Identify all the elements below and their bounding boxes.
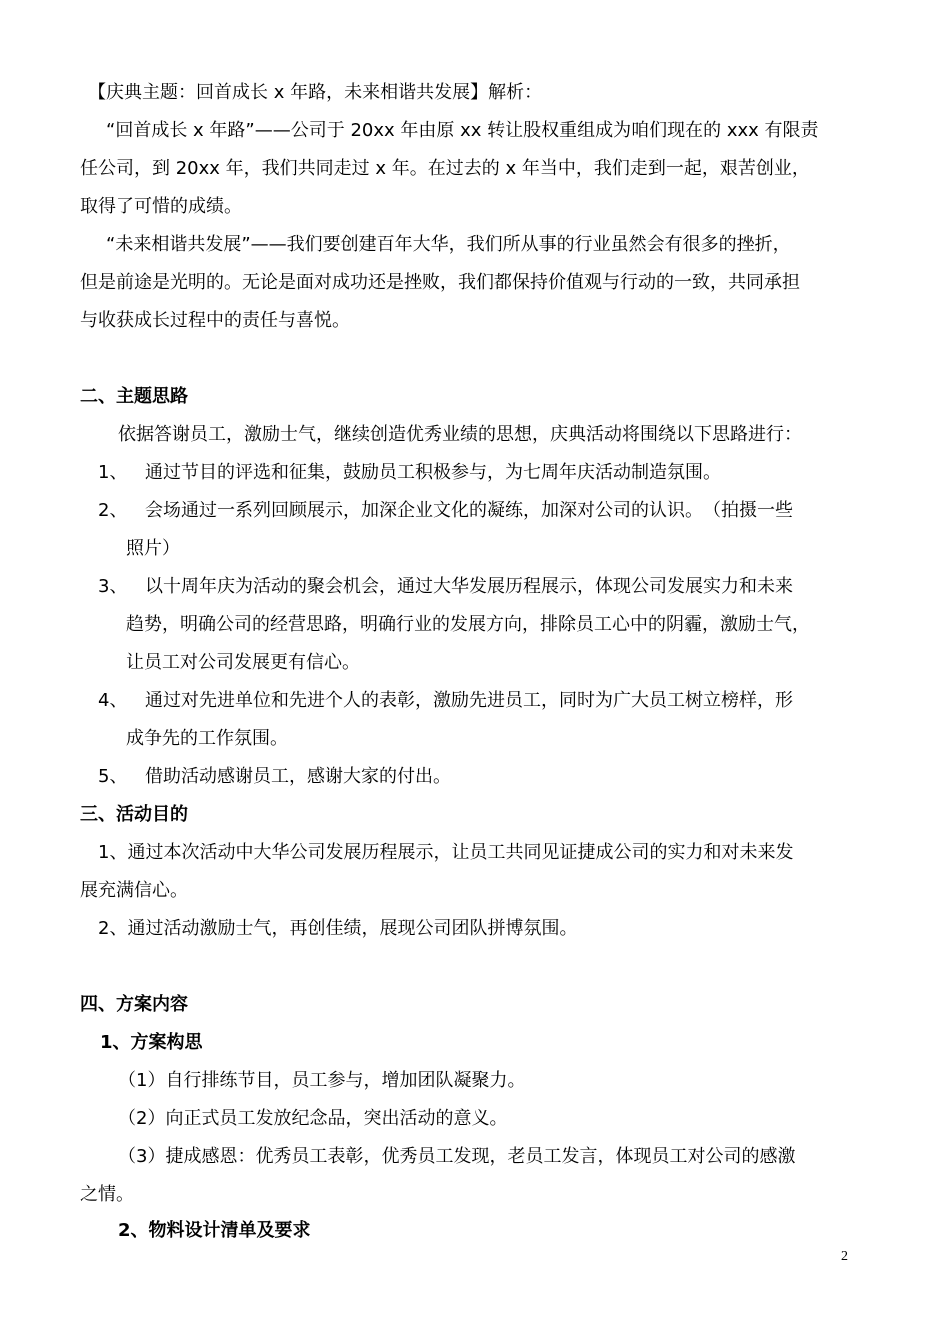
paragraph-line: 任公司，到 20xx 年，我们共同走过 x 年。在过去的 x 年当中，我们走到一起，艰苦创业， — [80, 158, 810, 179]
page-number: 2 — [841, 1249, 848, 1264]
list-item — [98, 764, 451, 790]
section-heading-theme: 二、主题思路 — [80, 386, 188, 407]
section-heading-purpose: 三、活动目的 — [80, 804, 188, 825]
paragraph-line: 2、通过活动激励士气，再创佳绩，展现公司团队拼博氛围。 — [98, 918, 578, 939]
section-lead: 依据答谢员工，激励士气，继续创造优秀业绩的思想，庆典活动将围绕以下思路进行： — [118, 424, 802, 445]
list-continuation: 照片） — [126, 538, 180, 559]
list-number: 1、 — [98, 462, 128, 483]
list-item — [98, 688, 793, 714]
paragraph-line: 之情。 — [80, 1184, 134, 1205]
paragraph-line: 1、通过本次活动中大华公司发展历程展示，让员工共同见证捷成公司的实力和对未来发 — [98, 842, 794, 863]
paragraph-line: 取得了可惜的成绩。 — [80, 196, 242, 217]
list-text: 会场通过一系列回顾展示，加深企业文化的凝练，加深对公司的认识。 （拍摄一些 — [145, 500, 793, 521]
list-continuation: 趋势，明确公司的经营思路，明确行业的发展方向，排除员工心中的阴霾，激励士气， — [126, 614, 810, 635]
list-number: 5、 — [98, 766, 128, 787]
list-number: 3、 — [98, 576, 128, 597]
list-continuation: 成争先的工作氛围。 — [126, 728, 288, 749]
subsection-heading-materials: 2、物料设计清单及要求 — [118, 1220, 311, 1241]
paragraph-line: 但是前途是光明的。无论是面对成功还是挫败，我们都保持价值观与行动的一致，共同承担 — [80, 272, 800, 293]
list-item — [98, 574, 793, 600]
subsection-heading-concept: 1、方案构思 — [100, 1032, 203, 1053]
paragraph-line: （1）自行排练节目，员工参与，增加团队凝聚力。 — [118, 1070, 526, 1091]
list-text: 通过节目的评选和征集，鼓励员工积极参与，为七周年庆活动制造氛围。 — [145, 462, 721, 483]
paragraph-line: 与收获成长过程中的责任与喜悦。 — [80, 310, 350, 331]
paragraph-line: 展充满信心。 — [80, 880, 188, 901]
paragraph-line: （2）向正式员工发放纪念品，突出活动的意义。 — [118, 1108, 508, 1129]
paragraph-line: “未来相谐共发展”——我们要创建百年大华，我们所从事的行业虽然会有很多的挫折， — [106, 234, 791, 255]
list-item — [98, 498, 793, 524]
paragraph-line: “回首成长 x 年路”——公司于 20xx 年由原 xx 转让股权重组成为咱们现在的 xxx 有限责 — [106, 120, 819, 141]
list-text: 以十周年庆为活动的聚会机会，通过大华发展历程展示，体现公司发展实力和未来 — [145, 576, 793, 597]
list-continuation: 让员工对公司发展更有信心。 — [126, 652, 360, 673]
section-heading-plan: 四、方案内容 — [80, 994, 188, 1015]
list-item — [98, 460, 721, 486]
paragraph-line: （3）捷成感恩：优秀员工表彰，优秀员工发现，老员工发言，体现员工对公司的感激 — [118, 1146, 796, 1167]
list-text: 借助活动感谢员工，感谢大家的付出。 — [145, 766, 451, 787]
list-number: 2、 — [98, 500, 128, 521]
list-number: 4、 — [98, 690, 128, 711]
theme-line: 【庆典主题：回首成长 x 年路，未来相谐共发展】解析： — [88, 82, 543, 103]
list-text: 通过对先进单位和先进个人的表彰，激励先进员工，同时为广大员工树立榜样，形 — [145, 690, 793, 711]
